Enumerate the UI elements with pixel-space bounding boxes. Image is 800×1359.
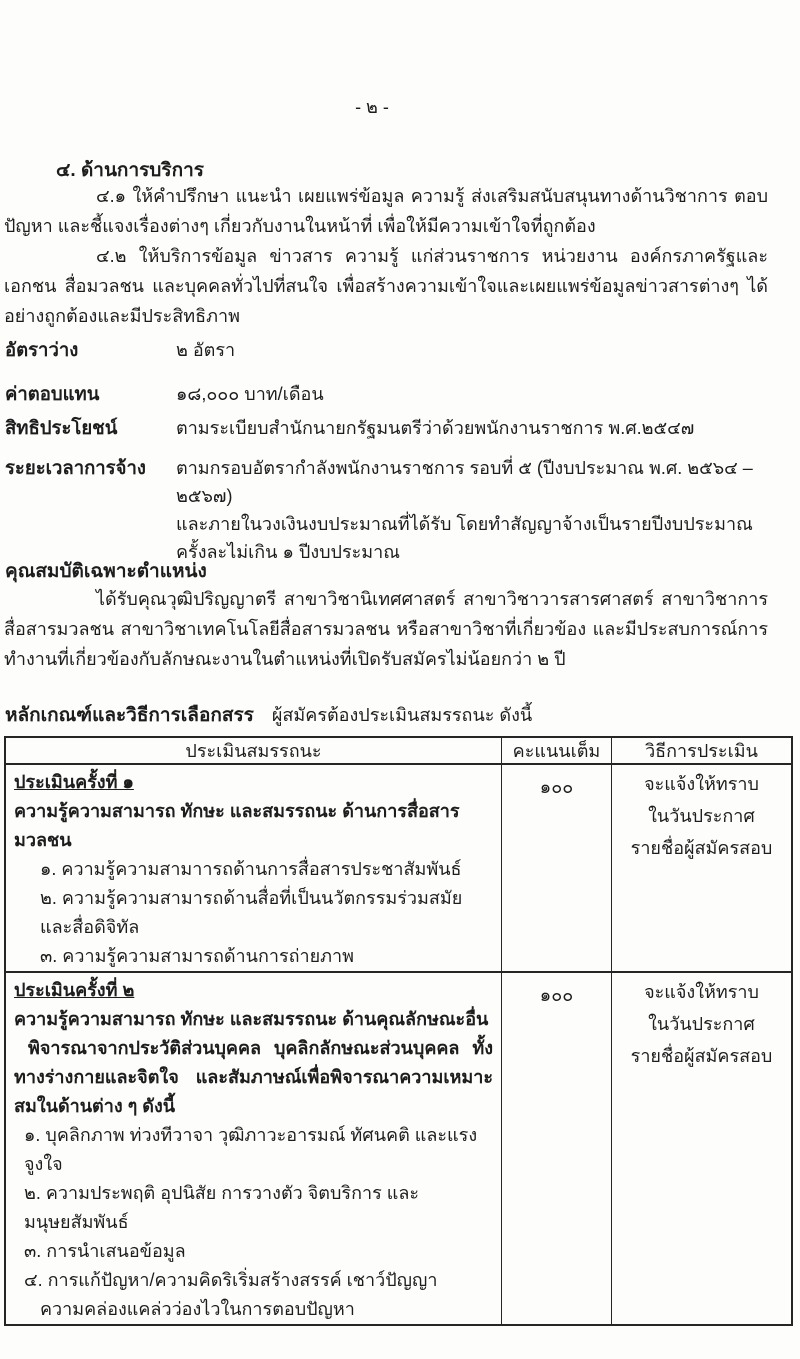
assessment-2-item-4: ๔. การแก้ปัญหา/ความคิดริเริ่มสร้างสรรค์ เชาว์ปัญญา <box>24 1270 438 1290</box>
assessment-2-competency-cell <box>6 973 502 1324</box>
assessment-1-item-3: ๓. ความรู้ความสามารถด้านการถ่ายภาพ <box>40 946 355 966</box>
table-row-assessment-1 <box>6 765 791 973</box>
assessment-1-method-line-2: ในวันประกาศ <box>648 806 755 826</box>
assessment-2-item-4-continuation: ความคล่องแคล่วว่องไวในการตอบปัญหา <box>40 1299 355 1319</box>
benefits-value: ตามระเบียบสำนักนายกรัฐมนตรีว่าด้วยพนักงานราชการ พ.ศ.๒๕๔๗ <box>176 418 695 438</box>
assessment-1-subtitle: ความรู้ความสามารถ ทักษะ และสมรรถนะ ด้านการสื่อสารมวลชน <box>14 801 460 850</box>
employment-period-line-1: ตามกรอบอัตรากำลังพนักงานราชการ รอบที่ ๕ (ปีงบประมาณ พ.ศ. ๒๕๖๔ – ๒๕๖๗) <box>176 458 753 506</box>
assessment-2-description: พิจารณาจากประวัติส่วนบุคคล บุคลิกลักษณะส่วนบุคคล ทั้งทางร่างกายและจิตใจ และสัมภาษณ์เพื่อพิจารณาความเหมาะสมในด้านต่าง ๆ ดังนี้ <box>14 1038 493 1116</box>
criteria-heading <box>5 700 785 730</box>
employment-period-value <box>176 454 786 566</box>
assessment-1-method-line-3: รายชื่อผู้สมัครสอบ <box>630 838 773 858</box>
assessment-table <box>4 736 793 1326</box>
page-number: - ๒ - <box>355 97 389 117</box>
employment-period-line-2: และภายในวงเงินงบประมาณที่ได้รับ โดยทำสัญญาจ้างเป็นรายปีงบประมาณ <box>176 514 753 534</box>
assessment-2-method-line-1: จะแจ้งให้ทราบ <box>644 982 759 1002</box>
employment-period-line-3: ครั้งละไม่เกิน ๑ ปีงบประมาณ <box>176 542 400 562</box>
vacancy-label: อัตราว่าง <box>5 339 79 360</box>
qualification-paragraph: ได้รับคุณวุฒิปริญญาตรี สาขาวิชานิเทศศาสตร์ สาขาวิชาวารสารศาสตร์ สาขาวิชาการสื่อสารมวลชน สาขาวิชาเทคโนโลยีสื่อสารมวลชน หรือสาขาวิชาที่เกี่ยวข้อง และมีประสบการณ์การทำงานที่เกี่ยวข้องกับลักษณะงานในตำแหน่งที่เปิดรับสมัครไม่น้อยกว่า ๒ ปี <box>4 589 768 669</box>
assessment-1-title: ประเมินครั้งที่ ๑ <box>14 772 134 792</box>
benefits-label: สิทธิประโยชน์ <box>5 417 118 438</box>
assessment-2-item-3: ๓. การนำเสนอข้อมูล <box>24 1241 186 1261</box>
assessment-2-item-1: ๑. บุคลิกภาพ ท่วงทีวาจา วุฒิภาวะอารมณ์ ทัศนคติ และแรงจูงใจ <box>24 1125 478 1174</box>
assessment-2-method-line-3: รายชื่อผู้สมัครสอบ <box>630 1046 773 1066</box>
assessment-1-item-2: ๒. ความรู้ความสามารถด้านสื่อที่เป็นนวัตกรรมร่วมสมัยและสื่อดิจิทัล <box>40 888 463 937</box>
table-header-competency: ประเมินสมรรถนะ <box>6 738 502 765</box>
salary-value: ๑๘,๐๐๐ บาท/เดือน <box>176 384 324 404</box>
assessment-1-method-cell <box>612 765 791 973</box>
assessment-1-method-line-1: จะแจ้งให้ทราบ <box>644 774 759 794</box>
assessment-1-score: ๑๐๐ <box>502 765 612 973</box>
section-service-heading: ๔. ด้านการบริการ <box>56 160 204 181</box>
table-header-max-score: คะแนนเต็ม <box>502 738 612 765</box>
table-header-row <box>6 738 791 765</box>
salary-label: ค่าตอบแทน <box>5 383 100 404</box>
criteria-heading-bold: หลักเกณฑ์และวิธีการเลือกสรร <box>5 705 254 726</box>
assessment-2-subtitle: ความรู้ความสามารถ ทักษะ และสมรรถนะ ด้านคุณลักษณะอื่น <box>14 1009 489 1029</box>
table-header-method: วิธีการประเมิน <box>612 738 791 765</box>
criteria-heading-rest: ผู้สมัครต้องประเมินสมรรถนะ ดังนี้ <box>271 705 533 725</box>
employment-period-label: ระยะเวลาการจ้าง <box>5 457 146 478</box>
section-service-paragraph-1: ๔.๑ ให้คำปรึกษา แนะนำ เผยแพร่ข้อมูล ความรู้ ส่งเสริมสนับสนุนทางด้านวิชาการ ตอบปัญหา และชี้แจงเรื่องต่างๆ เกี่ยวกับงานในหน้าที่ เพื่อให้มีความเข้าใจที่ถูกต้อง <box>4 186 768 236</box>
assessment-2-method-cell <box>612 973 791 1324</box>
assessment-2-method-line-2: ในวันประกาศ <box>648 1014 755 1034</box>
section-service-paragraph-2: ๔.๒ ให้บริการข้อมูล ข่าวสาร ความรู้ แก่ส่วนราชการ หน่วยงาน องค์กรภาครัฐและเอกชน สื่อมวลชน และบุคคลทั่วไปที่สนใจ เพื่อสร้างความเข้าใจและเผยแพร่ข้อมูลข่าวสารต่างๆ ได้อย่างถูกต้องและมีประสิทธิภาพ <box>4 246 768 326</box>
assessment-2-score: ๑๐๐ <box>502 973 612 1324</box>
vacancy-value: ๒ อัตรา <box>176 340 236 360</box>
qualification-heading: คุณสมบัติเฉพาะตำแหน่ง <box>5 561 207 582</box>
assessment-1-item-1: ๑. ความรู้ความสามาารถด้านการสื่อสารประชาสัมพันธ์ <box>40 859 462 879</box>
table-row-assessment-2 <box>6 973 791 1324</box>
assessment-2-item-2: ๒. ความประพฤติ อุปนิสัย การวางตัว จิตบริการ และมนุษยสัมพันธ์ <box>24 1183 420 1232</box>
assessment-1-competency-cell <box>6 765 502 973</box>
assessment-2-title: ประเมินครั้งที่ ๒ <box>14 980 135 1000</box>
